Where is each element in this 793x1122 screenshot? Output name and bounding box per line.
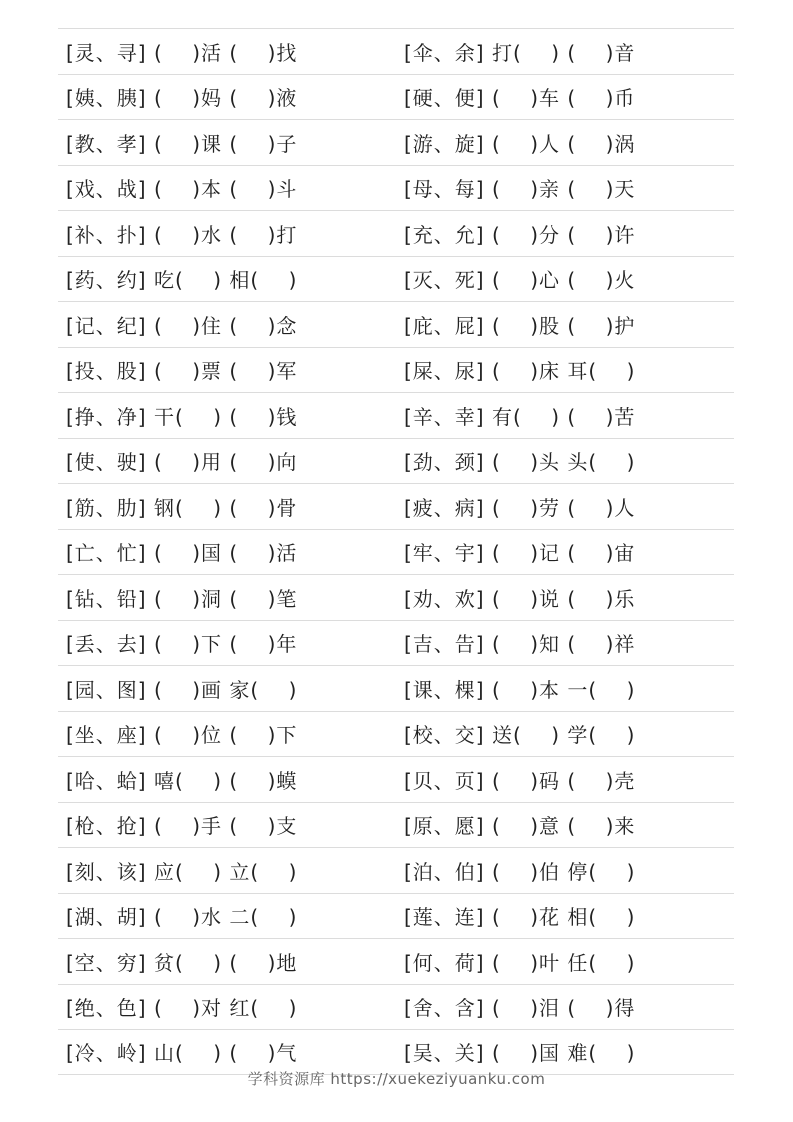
right-exercise: [庇、屁] ( )股 ( )护 <box>404 313 636 338</box>
exercise-row <box>58 256 734 302</box>
right-exercise: [原、愿] ( )意 ( )来 <box>404 814 636 839</box>
right-exercise: [硬、便] ( )车 ( )币 <box>404 86 636 111</box>
left-exercise: [戏、战] ( )本 ( )斗 <box>66 177 298 202</box>
right-exercise: [游、旋] ( )人 ( )涡 <box>404 131 636 156</box>
exercise-row <box>58 847 734 893</box>
exercise-row <box>58 165 734 211</box>
left-exercise: [使、驶] ( )用 ( )向 <box>66 450 298 475</box>
exercise-row <box>58 347 734 393</box>
exercise-sheet <box>58 28 734 1075</box>
left-exercise: [教、孝] ( )课 ( )子 <box>66 131 298 156</box>
right-exercise: [吴、关] ( )国 难( ) <box>404 1041 636 1066</box>
left-exercise: [空、穷] 贫( ) ( )地 <box>66 950 298 975</box>
exercise-row <box>58 756 734 802</box>
exercise-row <box>58 210 734 256</box>
watermark: 学科资源库 https://xuekeziyuanku.com <box>247 1070 546 1088</box>
left-exercise: [枪、抢] ( )手 ( )支 <box>66 814 298 839</box>
left-exercise: [投、股] ( )票 ( )军 <box>66 359 298 384</box>
left-exercise: [药、约] 吃( ) 相( ) <box>66 268 298 293</box>
left-exercise: [冷、岭] 山( ) ( )气 <box>66 1041 298 1066</box>
left-exercise: [钻、铅] ( )洞 ( )笔 <box>66 586 298 611</box>
exercise-row <box>58 893 734 939</box>
left-exercise: [补、扑] ( )水 ( )打 <box>66 222 298 247</box>
right-exercise: [辛、幸] 有( ) ( )苦 <box>404 404 636 429</box>
right-exercise: [充、允] ( )分 ( )许 <box>404 222 636 247</box>
exercise-row <box>58 665 734 711</box>
left-exercise: [丢、去] ( )下 ( )年 <box>66 632 298 657</box>
right-exercise: [莲、连] ( )花 相( ) <box>404 905 636 930</box>
exercise-row <box>58 28 734 74</box>
right-exercise: [母、每] ( )亲 ( )天 <box>404 177 636 202</box>
exercise-row <box>58 574 734 620</box>
left-exercise: [刻、该] 应( ) 立( ) <box>66 859 298 884</box>
left-exercise: [哈、蛤] 嘻( ) ( )蟆 <box>66 768 298 793</box>
left-exercise: [坐、座] ( )位 ( )下 <box>66 723 298 748</box>
right-exercise: [牢、宇] ( )记 ( )宙 <box>404 541 636 566</box>
exercise-row <box>58 483 734 529</box>
right-exercise: [劝、欢] ( )说 ( )乐 <box>404 586 636 611</box>
left-exercise: [灵、寻] ( )活 ( )找 <box>66 40 298 65</box>
exercise-row <box>58 529 734 575</box>
right-exercise: [屎、尿] ( )床 耳( ) <box>404 359 636 384</box>
exercise-row <box>58 938 734 984</box>
right-exercise: [舍、含] ( )泪 ( )得 <box>404 996 636 1021</box>
right-exercise: [课、棵] ( )本 一( ) <box>404 677 636 702</box>
left-exercise: [姨、胰] ( )妈 ( )液 <box>66 86 298 111</box>
left-exercise: [绝、色] ( )对 红( ) <box>66 996 298 1021</box>
exercise-row <box>58 984 734 1030</box>
left-exercise: [记、纪] ( )住 ( )念 <box>66 313 298 338</box>
exercise-row <box>58 119 734 165</box>
right-exercise: [伞、余] 打( ) ( )音 <box>404 40 636 65</box>
left-exercise: [湖、胡] ( )水 二( ) <box>66 905 298 930</box>
right-exercise: [泊、伯] ( )伯 停( ) <box>404 859 636 884</box>
right-exercise: [灭、死] ( )心 ( )火 <box>404 268 636 293</box>
exercise-row <box>58 711 734 757</box>
left-exercise: [亡、忙] ( )国 ( )活 <box>66 541 298 566</box>
exercise-row <box>58 438 734 484</box>
exercise-row <box>58 392 734 438</box>
left-exercise: [园、图] ( )画 家( ) <box>66 677 298 702</box>
exercise-row <box>58 802 734 848</box>
right-exercise: [疲、病] ( )劳 ( )人 <box>404 495 636 520</box>
exercise-row <box>58 301 734 347</box>
right-exercise: [劲、颈] ( )头 头( ) <box>404 450 636 475</box>
exercise-row <box>58 620 734 666</box>
left-exercise: [挣、净] 干( ) ( )钱 <box>66 404 298 429</box>
left-exercise: [筋、肋] 钢( ) ( )骨 <box>66 495 298 520</box>
right-exercise: [吉、告] ( )知 ( )祥 <box>404 632 636 657</box>
right-exercise: [校、交] 送( ) 学( ) <box>404 723 636 748</box>
right-exercise: [何、荷] ( )叶 任( ) <box>404 950 636 975</box>
right-exercise: [贝、页] ( )码 ( )壳 <box>404 768 636 793</box>
exercise-row <box>58 74 734 120</box>
